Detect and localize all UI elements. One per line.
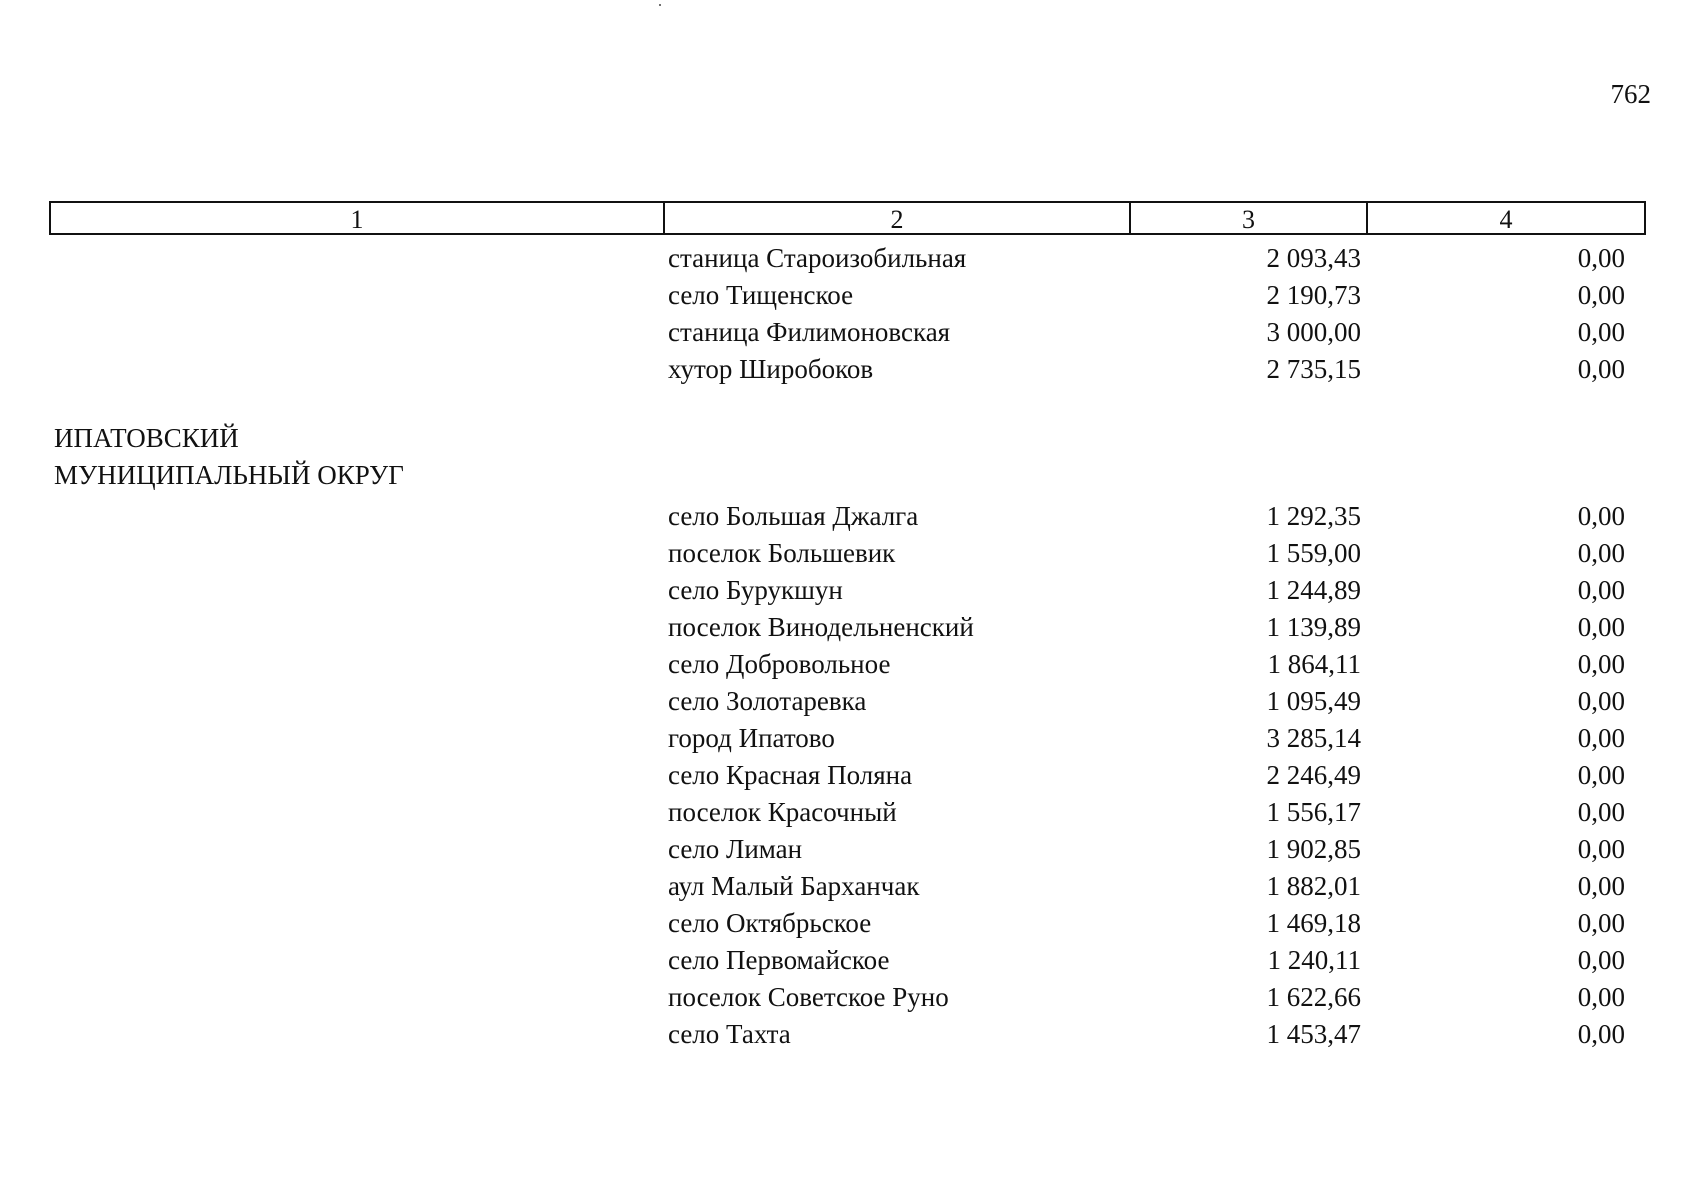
settlement-name: село Золотаревка [668, 686, 867, 716]
header-cell-4: 4 [1499, 205, 1513, 234]
settlement-name: поселок Красочный [668, 797, 897, 827]
table-row [0, 683, 1693, 719]
table-row [0, 314, 1693, 350]
value-column-4: 0,00 [1577, 243, 1625, 273]
value-column-3: 3 285,14 [1266, 723, 1361, 753]
value-column-4: 0,00 [1577, 354, 1625, 384]
value-column-4: 0,00 [1577, 575, 1625, 605]
settlement-name: аул Малый Барханчак [668, 871, 920, 901]
table-row [0, 794, 1693, 830]
value-column-4: 0,00 [1577, 280, 1625, 310]
value-column-4: 0,00 [1577, 501, 1625, 531]
settlement-name: поселок Винодельненский [668, 612, 974, 642]
settlement-name: село Лиман [668, 834, 803, 864]
scan-speck [659, 4, 661, 6]
value-column-4: 0,00 [1577, 945, 1625, 975]
value-column-4: 0,00 [1577, 612, 1625, 642]
header-cell-1: 1 [51, 203, 665, 233]
settlement-name: хутор Широбоков [668, 354, 874, 384]
header-cell-3: 3 [1131, 203, 1368, 233]
table-row [0, 351, 1693, 387]
value-column-3: 2 093,43 [1266, 243, 1361, 273]
value-column-4: 0,00 [1577, 317, 1625, 347]
settlement-name: село Тахта [668, 1019, 791, 1049]
settlement-name: поселок Советское Руно [668, 982, 949, 1012]
value-column-4: 0,00 [1577, 908, 1625, 938]
table-header [49, 201, 1646, 235]
table-row [0, 942, 1693, 978]
table-row [0, 609, 1693, 645]
value-column-4: 0,00 [1577, 723, 1625, 753]
district-heading [54, 420, 404, 494]
value-column-3: 1 559,00 [1266, 538, 1361, 568]
value-column-4: 0,00 [1577, 538, 1625, 568]
value-column-3: 1 622,66 [1266, 982, 1361, 1012]
value-column-4: 0,00 [1577, 649, 1625, 679]
value-column-4: 0,00 [1577, 686, 1625, 716]
table-row [0, 979, 1693, 1015]
value-column-4: 0,00 [1577, 982, 1625, 1012]
settlement-name: станица Староизобильная [668, 243, 967, 273]
table-row [0, 240, 1693, 276]
table-row [0, 720, 1693, 756]
settlement-name: село Бурукшун [668, 575, 843, 605]
settlement-name: село Большая Джалга [668, 501, 919, 531]
value-column-3: 1 139,89 [1266, 612, 1361, 642]
value-column-3: 1 902,85 [1266, 834, 1361, 864]
value-column-3: 1 453,47 [1266, 1019, 1361, 1049]
settlement-name: село Тищенское [668, 280, 854, 310]
district-heading-line-2: МУНИЦИПАЛЬНЫЙ ОКРУГ [54, 460, 404, 490]
table-row [0, 646, 1693, 682]
value-column-3: 3 000,00 [1266, 317, 1361, 347]
value-column-3: 2 190,73 [1266, 280, 1361, 310]
value-column-4: 0,00 [1577, 797, 1625, 827]
value-column-3: 1 244,89 [1266, 575, 1361, 605]
table-row [0, 905, 1693, 941]
settlement-name: город Ипатово [668, 723, 835, 753]
table-row [0, 757, 1693, 793]
settlement-name: станица Филимоновская [668, 317, 951, 347]
value-column-3: 2 246,49 [1266, 760, 1361, 790]
value-column-4: 0,00 [1577, 1019, 1625, 1049]
value-column-3: 1 240,11 [1267, 945, 1361, 975]
value-column-4: 0,00 [1577, 834, 1625, 864]
value-column-3: 1 882,01 [1266, 871, 1361, 901]
table-row [0, 1016, 1693, 1052]
value-column-3: 1 864,11 [1267, 649, 1361, 679]
value-column-3: 1 095,49 [1266, 686, 1361, 716]
value-column-3: 2 735,15 [1266, 354, 1361, 384]
settlement-name: село Красная Поляна [668, 760, 913, 790]
table-row [0, 535, 1693, 571]
value-column-3: 1 556,17 [1266, 797, 1361, 827]
value-column-4: 0,00 [1577, 871, 1625, 901]
district-heading-line-1: ИПАТОВСКИЙ [54, 423, 239, 453]
settlement-name: село Добровольное [668, 649, 891, 679]
table-row [0, 277, 1693, 313]
value-column-3: 1 469,18 [1266, 908, 1361, 938]
page-number: 762 [1610, 79, 1651, 109]
settlement-name: поселок Большевик [668, 538, 896, 568]
table-row [0, 498, 1693, 534]
settlement-name: село Октябрьское [668, 908, 872, 938]
table-row [0, 868, 1693, 904]
table-row [0, 572, 1693, 608]
value-column-4: 0,00 [1577, 760, 1625, 790]
header-cell-2: 2 [665, 203, 1131, 233]
table-row [0, 831, 1693, 867]
settlement-name: село Первомайское [668, 945, 890, 975]
value-column-3: 1 292,35 [1266, 501, 1361, 531]
